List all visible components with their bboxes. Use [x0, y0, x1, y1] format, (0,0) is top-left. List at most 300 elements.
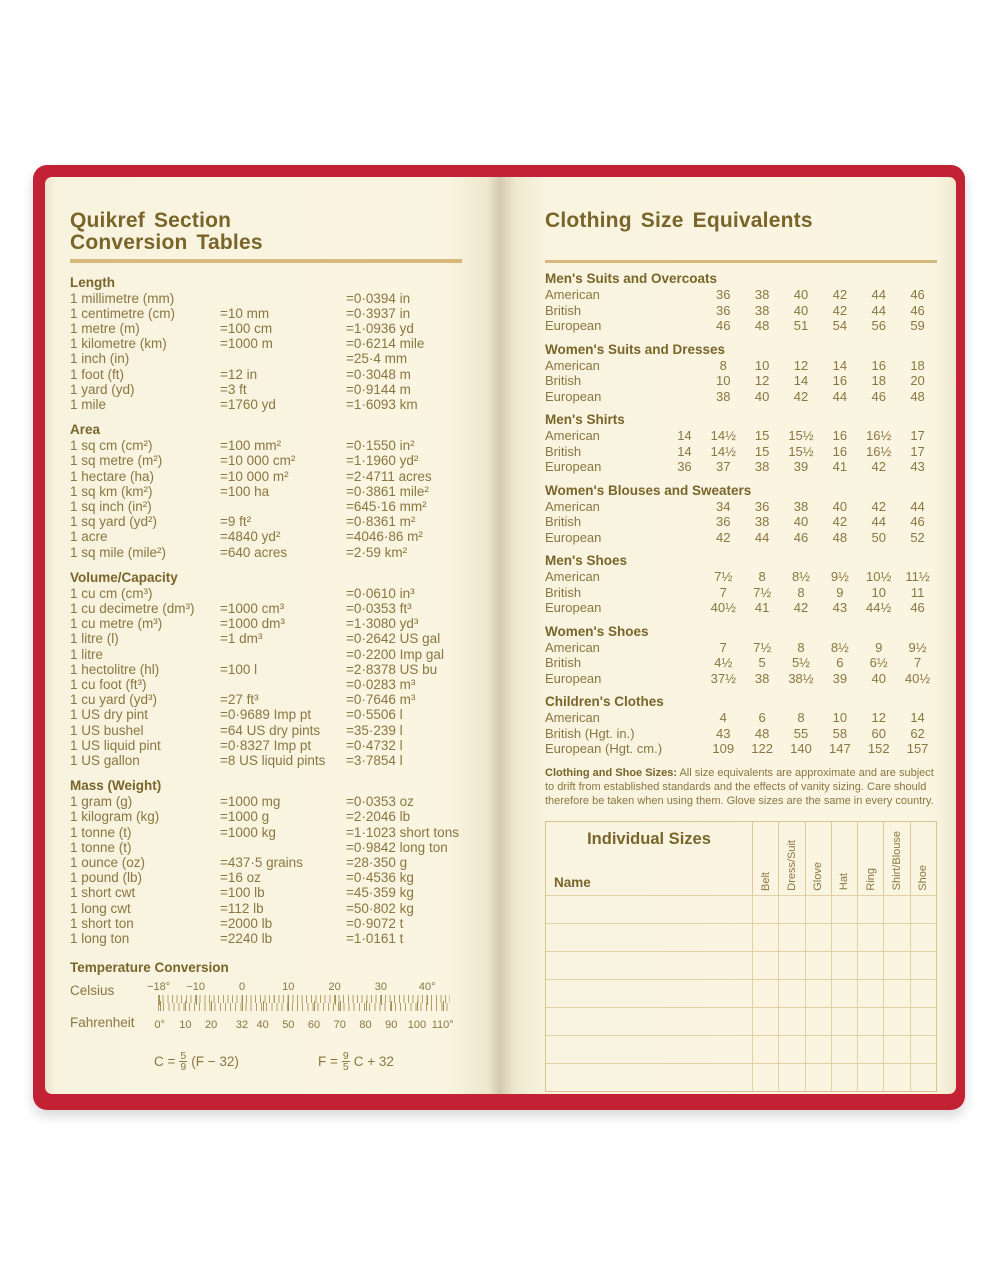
size-cell [910, 952, 936, 979]
size-value [665, 726, 704, 742]
conversion-row [70, 616, 462, 631]
metric-equivalent: =1760 yd [220, 396, 276, 412]
size-cell [752, 1008, 778, 1035]
formula-rhs: C + 32 [353, 1054, 394, 1070]
scale-tick-label: 70 [333, 1019, 346, 1032]
imperial-equivalent: =1·0161 t [346, 931, 404, 947]
metric-equivalent: =10 000 m² [220, 468, 289, 484]
conversion-row [70, 885, 462, 900]
size-value [665, 530, 704, 546]
unit-label: 1 inch (in) [70, 351, 130, 367]
left-page-title [70, 210, 462, 253]
size-value: 40 [754, 388, 770, 404]
region-label: European (Hgt. cm.) [545, 741, 663, 756]
size-value: 38 [793, 498, 809, 514]
title-line-2: Conversion Tables [70, 230, 263, 254]
size-value [665, 710, 704, 726]
imperial-equivalent: =0·3861 mile² [346, 483, 429, 499]
size-cell [857, 1064, 883, 1091]
size-value: 38½ [788, 670, 814, 686]
region-label: American [545, 569, 600, 584]
imperial-equivalent: =0·9144 m [346, 381, 411, 397]
size-value: 109 [712, 741, 735, 756]
region-label: British [545, 302, 582, 318]
conversion-row [70, 692, 462, 707]
unit-label: 1 metre (m) [70, 320, 140, 336]
conversion-section [70, 570, 462, 768]
size-value [665, 287, 704, 303]
size-value: 7½ [753, 639, 772, 655]
unit-label: 1 cu cm (cm³) [70, 585, 153, 601]
scale-major-tick [443, 1001, 444, 1011]
metric-equivalent: =9 ft² [220, 514, 252, 530]
size-value: 46 [793, 529, 809, 545]
size-value: 7½ [714, 569, 733, 584]
size-cell [778, 980, 804, 1007]
section-heading: Men's Shirts [545, 412, 625, 427]
size-value: 46 [910, 302, 925, 318]
conversion-sections [70, 275, 462, 947]
imperial-equivalent: =28·350 g [346, 855, 408, 870]
name-cell [546, 924, 752, 951]
size-value: 44 [871, 302, 886, 318]
section-rows [70, 291, 462, 413]
conversion-row [70, 529, 462, 544]
size-cell [805, 1036, 831, 1063]
size-value: 38 [716, 388, 731, 404]
size-value: 4 [719, 710, 727, 725]
metric-equivalent: =10 mm [220, 305, 270, 321]
size-value: 43 [832, 600, 848, 615]
region-label: American [545, 710, 600, 725]
size-value: 36 [716, 302, 731, 318]
metric-equivalent: =16 oz [220, 870, 261, 886]
section-heading: Women's Suits and Dresses [545, 341, 726, 357]
imperial-equivalent: =0·9842 long ton [346, 839, 448, 855]
imperial-equivalent: =1·0936 yd [346, 320, 414, 336]
size-value: 10½ [866, 569, 892, 584]
size-row [545, 459, 937, 475]
metric-equivalent: =437·5 grains [220, 855, 303, 870]
section-rows [70, 794, 462, 946]
imperial-equivalent: =0·8361 m² [346, 514, 416, 530]
size-column-header [857, 822, 883, 895]
imperial-equivalent: =1·1023 short tons [346, 824, 459, 840]
region-label: British [545, 443, 582, 459]
fraction-denominator: 5 [342, 1061, 349, 1074]
size-row [545, 318, 937, 334]
imperial-equivalent: =0·3937 in [346, 305, 411, 321]
size-row [545, 741, 937, 757]
size-value: 44 [871, 514, 886, 529]
size-value: 12 [754, 373, 770, 388]
size-cell [831, 924, 857, 951]
unit-label: 1 yard (yd) [70, 381, 135, 397]
imperial-equivalent: =2·59 km² [346, 544, 408, 560]
size-value: 8 [797, 710, 805, 725]
size-value: 12 [871, 710, 886, 725]
unit-label: 1 short ton [70, 915, 134, 931]
conversion-row [70, 499, 462, 514]
metric-equivalent: =1000 cm³ [220, 600, 285, 616]
region-label: American [545, 639, 600, 655]
fraction-numerator: 9 [342, 1050, 349, 1063]
size-cell [857, 1008, 883, 1035]
imperial-equivalent: =0·1550 in² [346, 438, 415, 454]
size-cell [831, 980, 857, 1007]
size-value: 17 [910, 443, 925, 459]
size-cell [831, 952, 857, 979]
size-value: 10 [716, 373, 731, 388]
conversion-row [70, 336, 462, 351]
metric-equivalent: =100 lb [220, 885, 265, 901]
size-row [545, 640, 937, 656]
size-value: 40½ [710, 600, 736, 615]
size-cell [883, 980, 909, 1007]
size-cell [857, 1036, 883, 1063]
size-value: 10 [754, 357, 770, 373]
size-value: 62 [910, 725, 925, 741]
size-value: 44 [754, 529, 770, 545]
scale-major-tick [340, 1001, 341, 1011]
size-value: 42 [793, 600, 809, 615]
size-value: 41 [754, 600, 770, 615]
metric-equivalent: =3 ft [220, 381, 247, 397]
section-rows [545, 287, 937, 334]
size-row [545, 373, 937, 389]
size-value: 6½ [869, 655, 888, 670]
metric-equivalent: =1000 dm³ [220, 616, 285, 632]
scale-tick-label: 10 [282, 981, 295, 994]
fraction [179, 1051, 187, 1072]
size-cell [910, 1008, 936, 1035]
conversion-section [70, 422, 462, 560]
size-value: 59 [910, 318, 925, 333]
size-row [545, 358, 937, 374]
size-cell [805, 952, 831, 979]
size-value: 40½ [904, 670, 931, 686]
metric-equivalent: =1000 kg [220, 824, 276, 840]
size-cell [752, 952, 778, 979]
name-cell [546, 1008, 752, 1035]
size-cell [805, 924, 831, 951]
scale-major-tick [427, 995, 428, 1005]
size-value: 6 [758, 710, 766, 725]
page-spread [45, 177, 956, 1094]
size-section [545, 553, 937, 616]
size-value: 147 [829, 741, 851, 756]
scale-tick-label: 32 [235, 1019, 249, 1032]
fahrenheit-fine-ticks [158, 1003, 450, 1011]
size-cell [752, 980, 778, 1007]
section-heading: Children's Clothes [545, 694, 664, 709]
size-value: 9 [875, 639, 883, 655]
rotated-column-label: Dress/Suit [785, 839, 798, 891]
size-value [665, 569, 704, 585]
size-row [545, 514, 937, 530]
scale-major-tick [185, 1001, 186, 1011]
size-value: 15 [754, 428, 770, 443]
size-cell [778, 1008, 804, 1035]
scale-tick-label: 20 [204, 1019, 218, 1032]
rotated-column-label: Ring [864, 867, 877, 891]
metric-equivalent: =1000 mg [220, 794, 281, 810]
size-sections [545, 271, 937, 757]
conversion-formulas [70, 1051, 462, 1077]
imperial-equivalent: =0·4732 l [346, 737, 403, 753]
scale-tick-label: 100 [407, 1019, 427, 1032]
size-value: 40 [871, 670, 886, 686]
size-row [545, 444, 937, 460]
celsius-label: Celsius [70, 983, 115, 999]
size-value: 36 [716, 287, 731, 302]
imperial-equivalent: =50·802 kg [346, 900, 414, 916]
temperature-section [70, 960, 462, 1077]
size-value: 46 [910, 600, 925, 615]
name-cell [546, 1064, 752, 1091]
scale-tick-label: 10 [179, 1019, 192, 1032]
size-cell [883, 1036, 909, 1063]
conversion-row [70, 397, 462, 412]
individual-sizes-empty-row [546, 923, 936, 951]
imperial-equivalent: =1·3080 yd³ [346, 616, 419, 632]
size-cell [831, 896, 857, 923]
size-value: 60 [871, 725, 886, 741]
size-value: 44 [910, 498, 925, 514]
fraction [342, 1051, 350, 1072]
size-cell [831, 1008, 857, 1035]
imperial-equivalent: =0·7646 m³ [346, 692, 416, 708]
conversion-row [70, 484, 462, 499]
unit-label: 1 US gallon [70, 752, 140, 768]
size-value: 14½ [710, 443, 736, 459]
unit-label: 1 short cwt [70, 885, 136, 901]
size-value: 16 [832, 373, 848, 388]
imperial-equivalent: =45·359 kg [346, 885, 414, 901]
unit-label: 1 litre (l) [70, 631, 119, 647]
size-value: 42 [871, 498, 886, 514]
size-value [665, 640, 704, 656]
individual-sizes-title: Individual Sizes [587, 829, 711, 848]
fraction-denominator: 9 [180, 1061, 187, 1074]
formula-lhs: C = [154, 1054, 176, 1070]
unit-label: 1 long cwt [70, 900, 131, 916]
size-value [665, 303, 704, 319]
note-lead: Clothing and Shoe Sizes: [545, 766, 678, 779]
size-value: 38 [754, 287, 770, 302]
conversion-row [70, 901, 462, 916]
size-value [665, 514, 704, 530]
imperial-equivalent: =2·4711 acres [346, 468, 432, 484]
size-value: 140 [790, 741, 812, 756]
section-heading: Men's Shoes [545, 553, 627, 568]
size-value: 43 [910, 459, 925, 474]
metric-equivalent: =640 acres [220, 544, 288, 560]
size-row [545, 569, 937, 585]
size-value: 18 [910, 357, 925, 373]
conversion-row [70, 825, 462, 840]
unit-label: 1 cu metre (m³) [70, 616, 163, 632]
title-rule [70, 259, 462, 263]
size-value: 16½ [866, 428, 892, 443]
section-heading: Volume/Capacity [70, 569, 178, 585]
size-row [545, 428, 937, 444]
scale-tick-label: 50 [282, 1019, 295, 1032]
size-value: 42 [832, 302, 848, 318]
imperial-equivalent: =0·0283 m³ [346, 676, 416, 692]
unit-label: 1 tonne (t) [70, 839, 132, 855]
size-cell [857, 924, 883, 951]
metric-equivalent: =0·9689 Imp pt [220, 707, 312, 723]
unit-label: 1 gram (g) [70, 794, 133, 810]
metric-equivalent [220, 677, 346, 692]
size-value: 14 [677, 443, 692, 459]
rotated-column-label: Hat [838, 873, 851, 891]
size-value: 7 [719, 639, 727, 655]
unit-label: 1 centimetre (cm) [70, 305, 176, 321]
size-row [545, 287, 937, 303]
unit-label: 1 acre [70, 529, 108, 545]
size-value: 5 [758, 655, 766, 670]
size-value: 7 [913, 655, 922, 670]
size-value: 44½ [866, 600, 892, 615]
right-page [500, 177, 956, 1094]
imperial-equivalent: =1·1960 yd² [346, 453, 419, 469]
imperial-equivalent: =0·0353 oz [346, 794, 414, 810]
unit-label: 1 US dry pint [70, 707, 149, 723]
size-value: 38 [754, 302, 770, 318]
scale-major-tick [381, 995, 382, 1005]
scale-major-tick [314, 1001, 315, 1011]
size-value: 10 [832, 710, 848, 725]
size-cell [778, 896, 804, 923]
unit-label: 1 millimetre (mm) [70, 290, 175, 306]
size-value: 42 [832, 287, 848, 302]
size-row [545, 726, 937, 742]
metric-equivalent: =100 cm [220, 320, 273, 336]
metric-equivalent [220, 647, 346, 662]
unit-label: 1 cu yard (yd³) [70, 692, 158, 708]
section-rows [545, 710, 937, 757]
metric-equivalent: =100 l [220, 661, 258, 677]
size-value: 9 [836, 584, 844, 600]
section-rows [545, 640, 937, 687]
size-value [665, 655, 704, 671]
conversion-row [70, 306, 462, 321]
size-value: 14½ [710, 428, 736, 443]
size-value: 15 [754, 443, 770, 459]
size-value: 48 [754, 725, 770, 741]
size-cell [752, 896, 778, 923]
size-value: 8 [797, 639, 805, 655]
size-value: 55 [793, 725, 809, 741]
conversion-row [70, 662, 462, 677]
size-cell [778, 1036, 804, 1063]
region-label: British [545, 584, 582, 600]
conversion-row [70, 647, 462, 662]
unit-label: 1 US liquid pint [70, 737, 161, 753]
size-value [665, 373, 704, 389]
size-value: 15½ [788, 428, 814, 443]
conversion-row [70, 545, 462, 560]
size-cell [805, 980, 831, 1007]
size-section [545, 694, 937, 757]
celsius-fine-ticks [158, 995, 450, 1003]
section-rows [545, 358, 937, 405]
unit-label: 1 kilogram (kg) [70, 809, 160, 825]
size-value: 15½ [788, 443, 814, 459]
section-rows [545, 569, 937, 616]
fahrenheit-label: Fahrenheit [70, 1015, 135, 1031]
metric-equivalent: =112 lb [220, 900, 264, 916]
section-rows [545, 428, 937, 475]
scale-major-tick [335, 995, 336, 1005]
conversion-section [70, 778, 462, 946]
scale-major-tick [211, 1001, 212, 1011]
size-value: 11 [910, 584, 925, 600]
size-value: 42 [793, 388, 809, 404]
size-cell [910, 896, 936, 923]
conversion-row [70, 809, 462, 824]
size-value: 18 [871, 373, 886, 388]
size-value: 7 [719, 584, 727, 600]
size-value: 16½ [866, 443, 892, 459]
name-label: Name [554, 874, 591, 890]
size-cell [778, 1064, 804, 1091]
size-value: 34 [716, 498, 731, 514]
unit-label: 1 sq inch (in²) [70, 498, 152, 514]
unit-label: 1 pound (lb) [70, 870, 143, 886]
section-rows [70, 438, 462, 560]
size-value: 41 [832, 459, 848, 474]
size-row [545, 499, 937, 515]
unit-label: 1 mile [70, 396, 107, 412]
size-cell [857, 896, 883, 923]
size-value: 39 [793, 459, 809, 474]
section-rows [70, 586, 462, 768]
section-heading: Mass (Weight) [70, 778, 162, 794]
size-section [545, 624, 937, 687]
unit-label: 1 cu decimetre (dm³) [70, 600, 195, 616]
rotated-column-label: Belt [759, 871, 772, 891]
fraction-numerator: 5 [180, 1050, 187, 1063]
imperial-equivalent: =2·8378 US bu [346, 661, 438, 677]
size-value: 46 [910, 287, 925, 302]
region-label: European [545, 318, 602, 333]
size-value: 9½ [908, 639, 927, 655]
unit-label: 1 sq metre (m²) [70, 453, 163, 469]
size-value: 8½ [830, 639, 849, 655]
size-cell [883, 1008, 909, 1035]
scale-tick-label: 80 [359, 1019, 372, 1032]
conversion-row [70, 469, 462, 484]
scale-major-tick [242, 1001, 243, 1011]
size-cell [752, 1036, 778, 1063]
title-line-1: Quikref Section [70, 209, 232, 232]
temperature-scale-block [70, 979, 462, 1037]
size-value: 50 [871, 529, 886, 545]
unit-label: 1 foot (ft) [70, 366, 125, 382]
size-value: 7½ [753, 584, 772, 600]
region-label: British [545, 514, 582, 529]
region-label: British [545, 655, 582, 670]
scale-tick-label: 30 [374, 981, 388, 994]
conversion-row [70, 916, 462, 931]
conversion-row [70, 707, 462, 722]
conversion-row [70, 855, 462, 870]
name-column-header [546, 822, 752, 895]
left-page [45, 177, 500, 1094]
